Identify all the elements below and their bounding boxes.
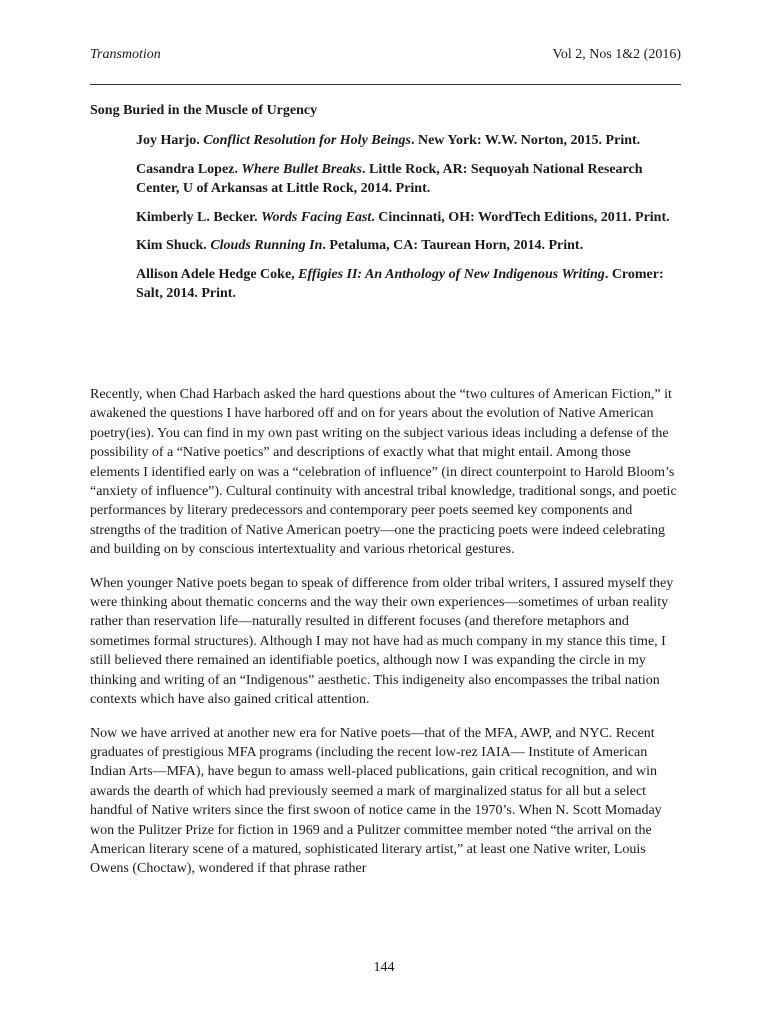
book-publication: . Cincinnati, OH: WordTech Editions, 2011. Print.	[371, 209, 670, 225]
running-header	[90, 47, 681, 71]
book-entry	[136, 236, 681, 256]
book-publication: . Petaluma, CA: Taurean Horn, 2014. Print.	[322, 238, 584, 253]
page-number: 144	[373, 960, 395, 975]
book-author: Kimberly L. Becker.	[136, 209, 262, 225]
paragraph: Now we have arrived at another new era for Native poets—that of the MFA, AWP, and NYC. Recent graduates of prestigious MFA programs (including the recent low-rez IAIA— Institute of American Indian Arts—MFA), have begun to amass well-placed publications, gain critical recognition, and win awards the dearth of which had previously seemed a mark of marginalized status for all but a select handful of Native writers since the first swoon of notice came in the 1970’s. When N. Scott Momaday won the Pulitzer Prize for fiction in 1969 and a Pulitzer committee member noted “the arrival on the American literary scene of a matured, sophisticated literary artist,” at least one Native writer, Louis Owens (Choctaw), wondered if that phrase rather	[90, 725, 662, 877]
book-entry	[136, 265, 681, 304]
book-author: Joy Harjo.	[136, 133, 204, 148]
paragraph: When younger Native poets began to speak of difference from older tribal writers, I assured myself they were thinking about thematic concerns and the way their own experiences—sometimes of urban reality rather than reservation life—naturally resulted in different focuses (and therefore metaphors and sometimes formal structures). Although I may not have had as much company in my stance this time, I still believed there remained an identifiable poetics, although now I was expanding the circle in my thinking and writing of an “Indigenous” aesthetic. This indigeneity also encompasses the tribal nation contexts which have also gained critical attention.	[90, 575, 674, 708]
book-title: Conflict Resolution for Holy Beings	[203, 133, 411, 148]
book-author: Allison Adele Hedge Coke,	[136, 266, 299, 282]
paragraph: Recently, when Chad Harbach asked the hard questions about the “two cultures of American Fiction,” it awakened the questions I have harbored off and on for years about the evolution of Native American poetry(ies). You can find in my own past writing on the subject various ideas including a defense of the possibility of a “Native poetics” and descriptions of exactly what that might entail. Among those elements I identified early on was a “celebration of influence” (in direct counterpoint to Harold Bloom’s “anxiety of influence”). Cultural continuity with ancestral tribal knowledge, traditional songs, and poetic performances by literary predecessors and contemporary peer poets seemed key components and strengths of the tradition of Native American poetry—one the practicing poets were indeed celebrating and building on by conscious intertextuality and various rhetorical gestures.	[90, 387, 677, 558]
body-text	[90, 385, 681, 893]
book-entry	[136, 208, 681, 228]
book-entry	[136, 131, 681, 151]
book-title: Effigies II: An Anthology of New Indigenous Writing	[298, 266, 605, 282]
book-list	[136, 131, 681, 313]
review-title: Song Buried in the Muscle of Urgency	[90, 103, 318, 118]
journal-name: Transmotion	[90, 47, 161, 62]
book-title: Words Facing East	[261, 209, 372, 225]
book-entry	[136, 160, 681, 199]
book-publication: . Cromer: Salt, 2014. Print.	[136, 266, 664, 301]
book-author: Casandra Lopez.	[136, 161, 242, 177]
header-rule	[90, 84, 681, 85]
book-title: Clouds Running In	[210, 238, 323, 253]
book-title: Where Bullet Breaks	[241, 161, 362, 177]
book-author: Kim Shuck.	[136, 238, 211, 253]
volume-info: Vol 2, Nos 1&2 (2016)	[552, 47, 681, 62]
book-publication: . Little Rock, AR: Sequoyah National Research Center, U of Arkansas at Little Rock, 2014. Print.	[136, 161, 643, 196]
book-publication: . New York: W.W. Norton, 2015. Print.	[410, 133, 641, 148]
